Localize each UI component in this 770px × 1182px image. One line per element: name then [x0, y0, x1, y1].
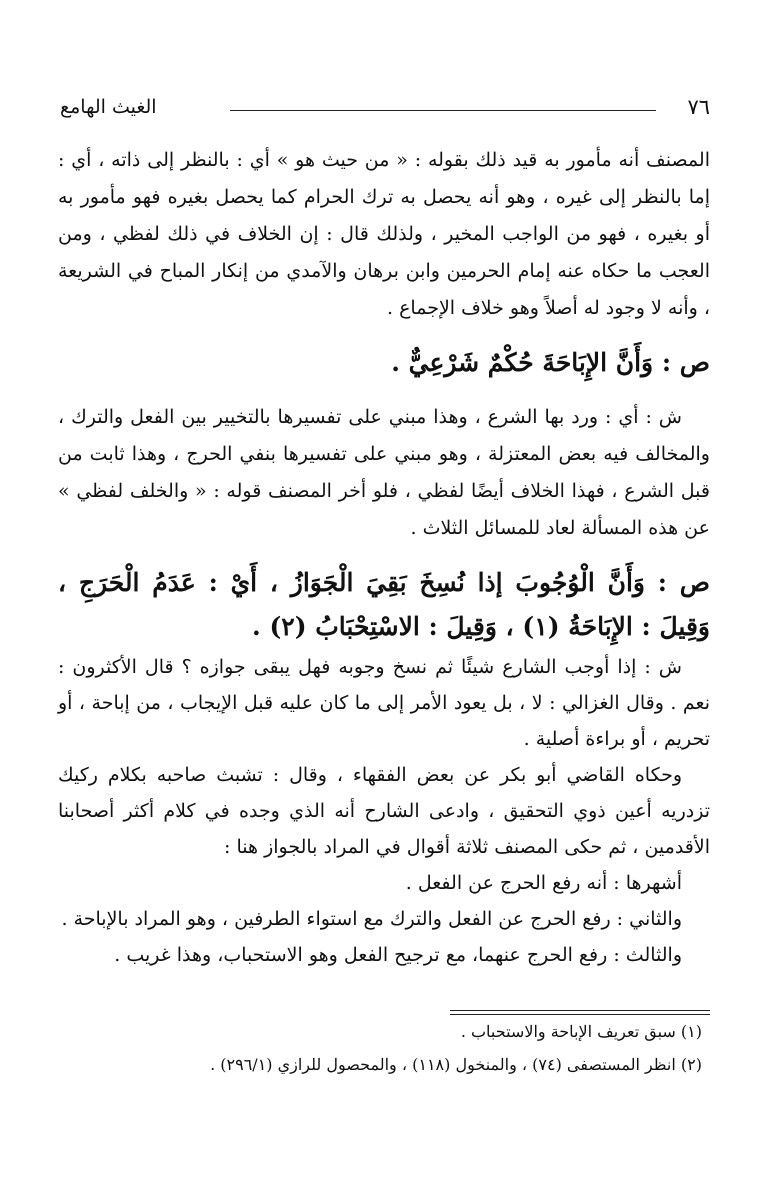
- page-number: ٧٦: [687, 95, 710, 119]
- paragraph-commentary-1: المصنف أنه مأمور به قيد ذلك بقوله : « من حيث هو » أي : بالنظر إلى ذاته ، أي : إما بالنظر إلى غيره ، وهو أنه يحصل به ترك الحرام كما يحصل بغيره فهو مأمور به أو بغيره ، فهو من الواجب المخير ، ولذلك قال : إن الخلاف في ذلك لفظي ، ومن العجب ما حكاه عنه إمام الحرمين وابن برهان والآمدي من إنكار المباح في الشريعة ، وأنه لا وجود له أصلاً وهو خلاف الإجماع .: [58, 149, 710, 319]
- main-text: [58, 142, 710, 973]
- paragraph-commentary-6: والثاني : رفع الحرج عن الفعل والترك مع استواء الطرفين ، وهو المراد بالإباحة .: [61, 908, 682, 930]
- matn-statement-2: ص : وَأَنَّ الْوُجُوبَ إذا نُسِخَ بَقِيَ الْجَوَازُ ، أَيْ : عَدَمُ الْحَرَجِ ، وَقِيلَ : الإِبَاحَةُ (١) ، وَقِيلَ : الاسْتِحْبَابُ (٢) .: [58, 568, 710, 641]
- matn-statement-1: ص : وَأَنَّ الإِبَاحَةَ حُكْمٌ شَرْعِيٌّ .: [391, 348, 710, 377]
- header-rule: [230, 110, 656, 111]
- paragraph-commentary-5: أشهرها : أنه رفع الحرج عن الفعل .: [405, 872, 682, 894]
- spacer: [58, 385, 710, 399]
- running-title: الغيث الهامع: [60, 96, 157, 118]
- footnote-1: (١) سبق تعريف الإباحة والاستحباب .: [460, 1022, 702, 1041]
- paragraph-commentary-2: ش : أي : ورد بها الشرع ، وهذا مبني على تفسيرها بالتخيير بين الفعل والترك ، والمخالف فيه بعض المعتزلة ، وهو مبني على تفسيرها بنفي الحرج ، وهذا ثابت من قبل الشرع ، فهذا الخلاف أيضًا لفظي ، فلو أخر المصنف قوله : « والخلف لفظي » عن هذه المسألة لعاد للمسائل الثلاث .: [58, 406, 710, 539]
- footnote-2: (٢) انظر المستصفى (٧٤) ، والمنخول (١١٨) ، والمحصول للرازي (٢٩٦/١) .: [210, 1055, 702, 1074]
- spacer: [58, 547, 710, 561]
- page-header: [60, 92, 710, 126]
- spacer: [58, 327, 710, 341]
- paragraph-commentary-4: وحكاه القاضي أبو بكر عن بعض الفقهاء ، وقال : تشبث صاحبه بكلام ركيك تزدريه أعين ذوي التحقيق ، وادعى الشارح أنه الذي وجده في كلام أكثر أصحابنا الأقدمين ، ثم حكى المصنف ثلاثة أقوال في المراد بالجواز هنا :: [58, 764, 710, 858]
- paragraph-commentary-3: ش : إذا أوجب الشارع شيئًا ثم نسخ وجوبه فهل يبقى جوازه ؟ قال الأكثرون : نعم . وقال الغزالي : لا ، بل يعود الأمر إلى ما كان عليه قبل الإيجاب ، من إباحة ، أو تحريم ، أو براءة أصلية .: [58, 656, 710, 750]
- footnotes: [58, 1010, 710, 1081]
- paragraph-commentary-7: والثالث : رفع الحرج عنهما، مع ترجيح الفعل وهو الاستحباب، وهذا غريب .: [114, 944, 682, 966]
